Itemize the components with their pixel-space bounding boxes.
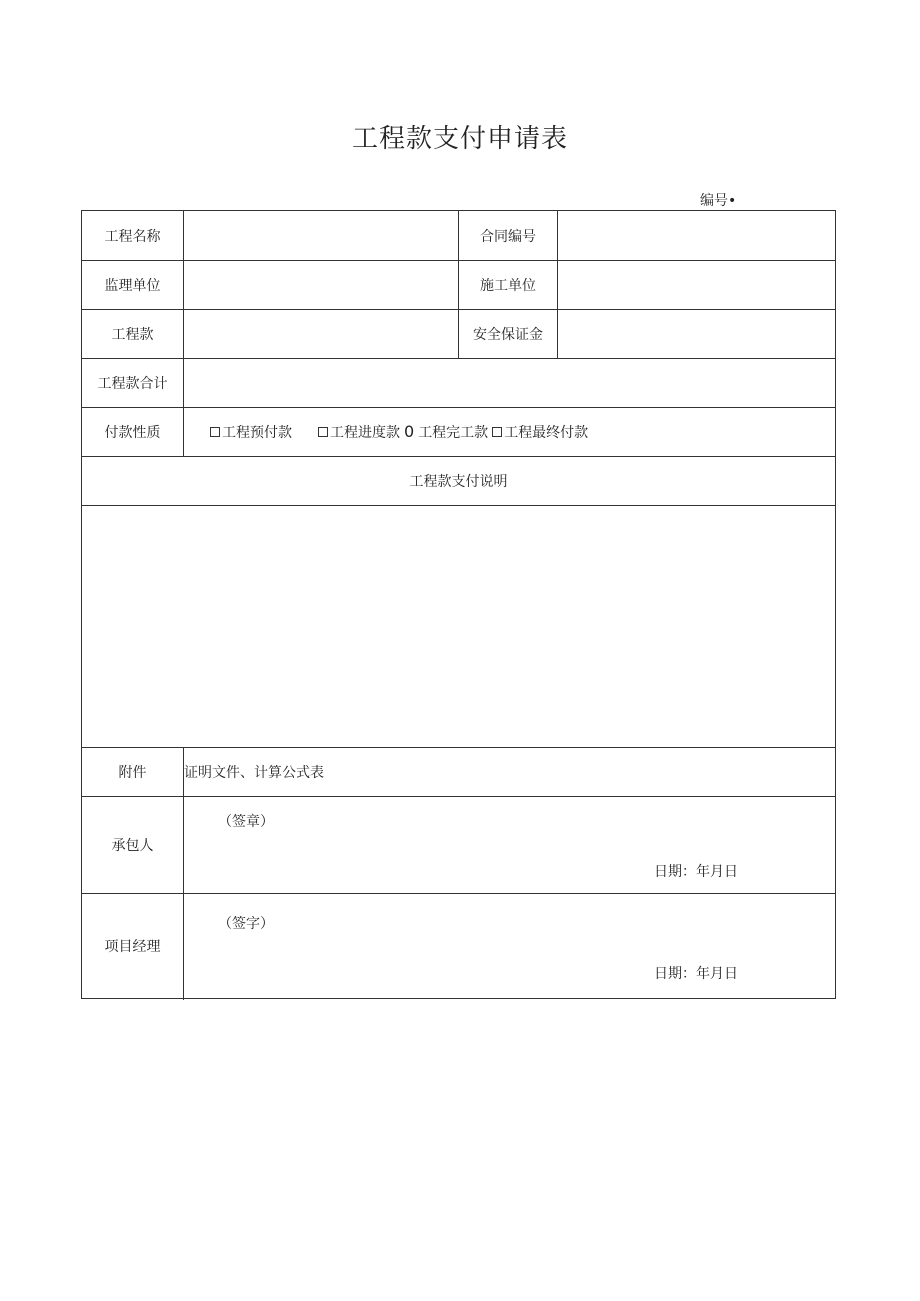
- checkbox-icon[interactable]: [210, 427, 220, 437]
- option-prepayment-label: 工程预付款: [222, 424, 292, 441]
- project-manager-date: 日期：年月日: [654, 966, 738, 982]
- option-completion-mark[interactable]: 0: [404, 422, 415, 441]
- project-manager-label: 项目经理: [104, 938, 161, 955]
- option-prepayment[interactable]: [210, 422, 292, 442]
- option-progress[interactable]: [318, 422, 400, 442]
- contractor-seal-note: （签章）: [218, 814, 274, 830]
- construction-unit-field[interactable]: [558, 260, 835, 309]
- payment-type-label: 付款性质: [104, 424, 161, 441]
- project-payment-label: 工程款: [111, 326, 154, 343]
- contract-number-label: 合同编号: [480, 228, 536, 245]
- option-final-label: 工程最终付款: [504, 424, 589, 441]
- payment-type-options: [210, 407, 614, 456]
- attachment-value: 证明文件、计算公式表: [184, 764, 324, 781]
- payment-total-label: 工程款合计: [97, 375, 168, 392]
- safety-deposit-field[interactable]: [558, 309, 835, 358]
- description-header: 工程款支付说明: [409, 473, 508, 490]
- page-title: 工程款支付申请表: [351, 124, 568, 154]
- option-progress-label: 工程进度款: [330, 424, 400, 441]
- contractor-label: 承包人: [111, 837, 154, 854]
- option-final[interactable]: [492, 422, 588, 442]
- construction-unit-label: 施工单位: [480, 277, 536, 294]
- attachment-label: 附件: [118, 764, 147, 781]
- contract-number-field[interactable]: [558, 211, 835, 260]
- option-completion-label: 工程完工款: [418, 424, 489, 441]
- document-number-label: 编号•: [700, 193, 737, 209]
- project-name-field[interactable]: [184, 211, 458, 260]
- checkbox-icon[interactable]: [492, 427, 502, 437]
- project-name-label: 工程名称: [104, 228, 161, 245]
- option-completion[interactable]: [404, 422, 488, 442]
- description-area[interactable]: [82, 506, 835, 747]
- project-manager-sign-note: （签字）: [218, 916, 274, 932]
- payment-total-field[interactable]: [184, 358, 835, 407]
- contractor-date: 日期：年月日: [654, 864, 738, 880]
- supervision-unit-label: 监理单位: [104, 277, 161, 294]
- project-payment-field[interactable]: [184, 309, 458, 358]
- checkbox-icon[interactable]: [318, 427, 328, 437]
- supervision-unit-field[interactable]: [184, 260, 458, 309]
- safety-deposit-label: 安全保证金: [473, 326, 543, 343]
- payment-application-form: [81, 210, 836, 999]
